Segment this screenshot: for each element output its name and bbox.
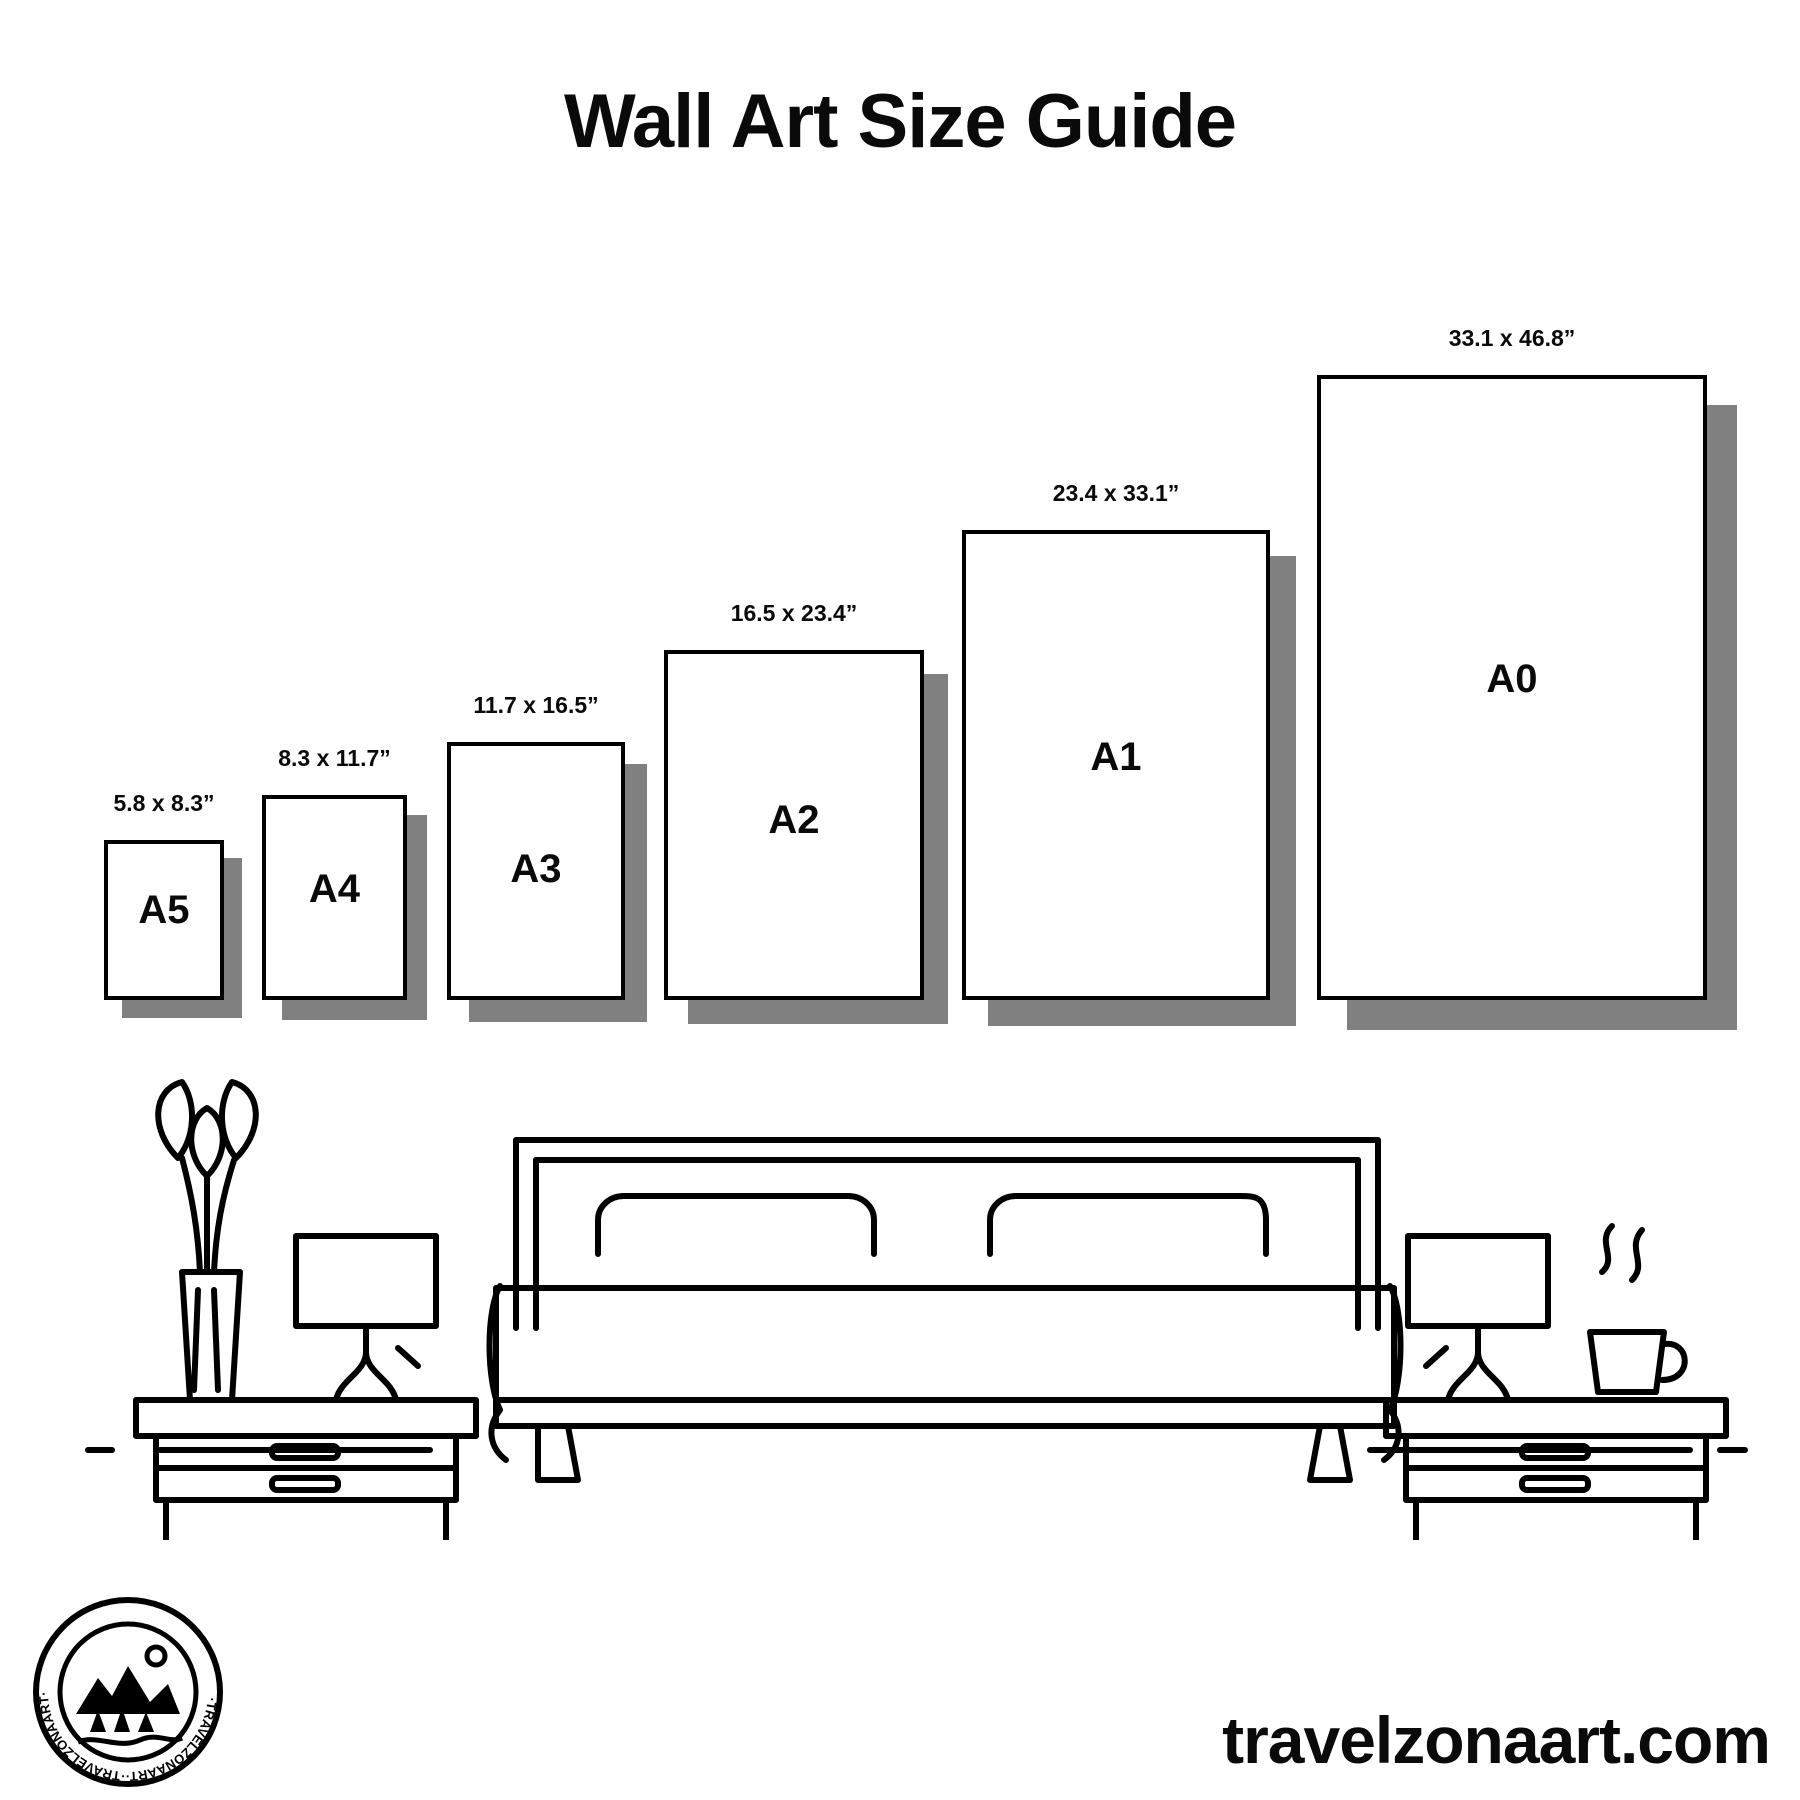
frame-group-a3[interactable] xyxy=(447,692,625,1000)
frame-name-a5: A5 xyxy=(138,888,190,932)
frame-dimension-label-a0: 33.1 x 46.8” xyxy=(1448,325,1576,351)
page-title: Wall Art Size Guide xyxy=(563,79,1237,164)
bedroom-scene xyxy=(0,980,1800,1540)
bedroom-illustration xyxy=(0,980,1800,1540)
frame-dimension-label-a5: 5.8 x 8.3” xyxy=(113,790,215,816)
frame-name-a0: A0 xyxy=(1486,657,1538,701)
frame-size-row xyxy=(0,280,1800,1000)
frame-name-a4: A4 xyxy=(308,867,361,911)
nightstand-left xyxy=(136,1400,476,1540)
frame-dimension-label-a2: 16.5 x 23.4” xyxy=(730,600,858,626)
bed xyxy=(490,1140,1401,1480)
frame-dimension-label-a1: 23.4 x 33.1” xyxy=(1052,480,1180,506)
frame-group-a1[interactable] xyxy=(962,480,1270,1000)
table-lamp-right xyxy=(1408,1236,1548,1400)
frame-group-a5[interactable] xyxy=(104,790,224,1000)
frame-group-a4[interactable] xyxy=(262,745,407,1000)
vase-with-flowers xyxy=(158,1082,256,1400)
frame-name-a3: A3 xyxy=(510,847,562,891)
frame-name-a2: A2 xyxy=(768,798,820,842)
frame-name-a1: A1 xyxy=(1090,735,1142,779)
website-url[interactable]: travelzonaart.com xyxy=(1222,1703,1770,1777)
frame-dimension-label-a3: 11.7 x 16.5” xyxy=(473,692,599,718)
frame-dimension-label-a4: 8.3 x 11.7” xyxy=(278,745,391,771)
svg-text:·TRAVELZONAART··TRAVELZONAART·: ·TRAVELZONAART··TRAVELZONAART· xyxy=(35,1691,220,1785)
nightstand-right xyxy=(1386,1400,1726,1540)
table-lamp-left xyxy=(296,1236,436,1400)
frame-group-a0[interactable] xyxy=(1317,325,1707,1000)
frame-group-a2[interactable] xyxy=(664,600,924,1000)
coffee-cup xyxy=(1590,1226,1685,1392)
travelzonaart-logo-icon xyxy=(28,1592,228,1792)
brand-logo xyxy=(28,1592,228,1792)
